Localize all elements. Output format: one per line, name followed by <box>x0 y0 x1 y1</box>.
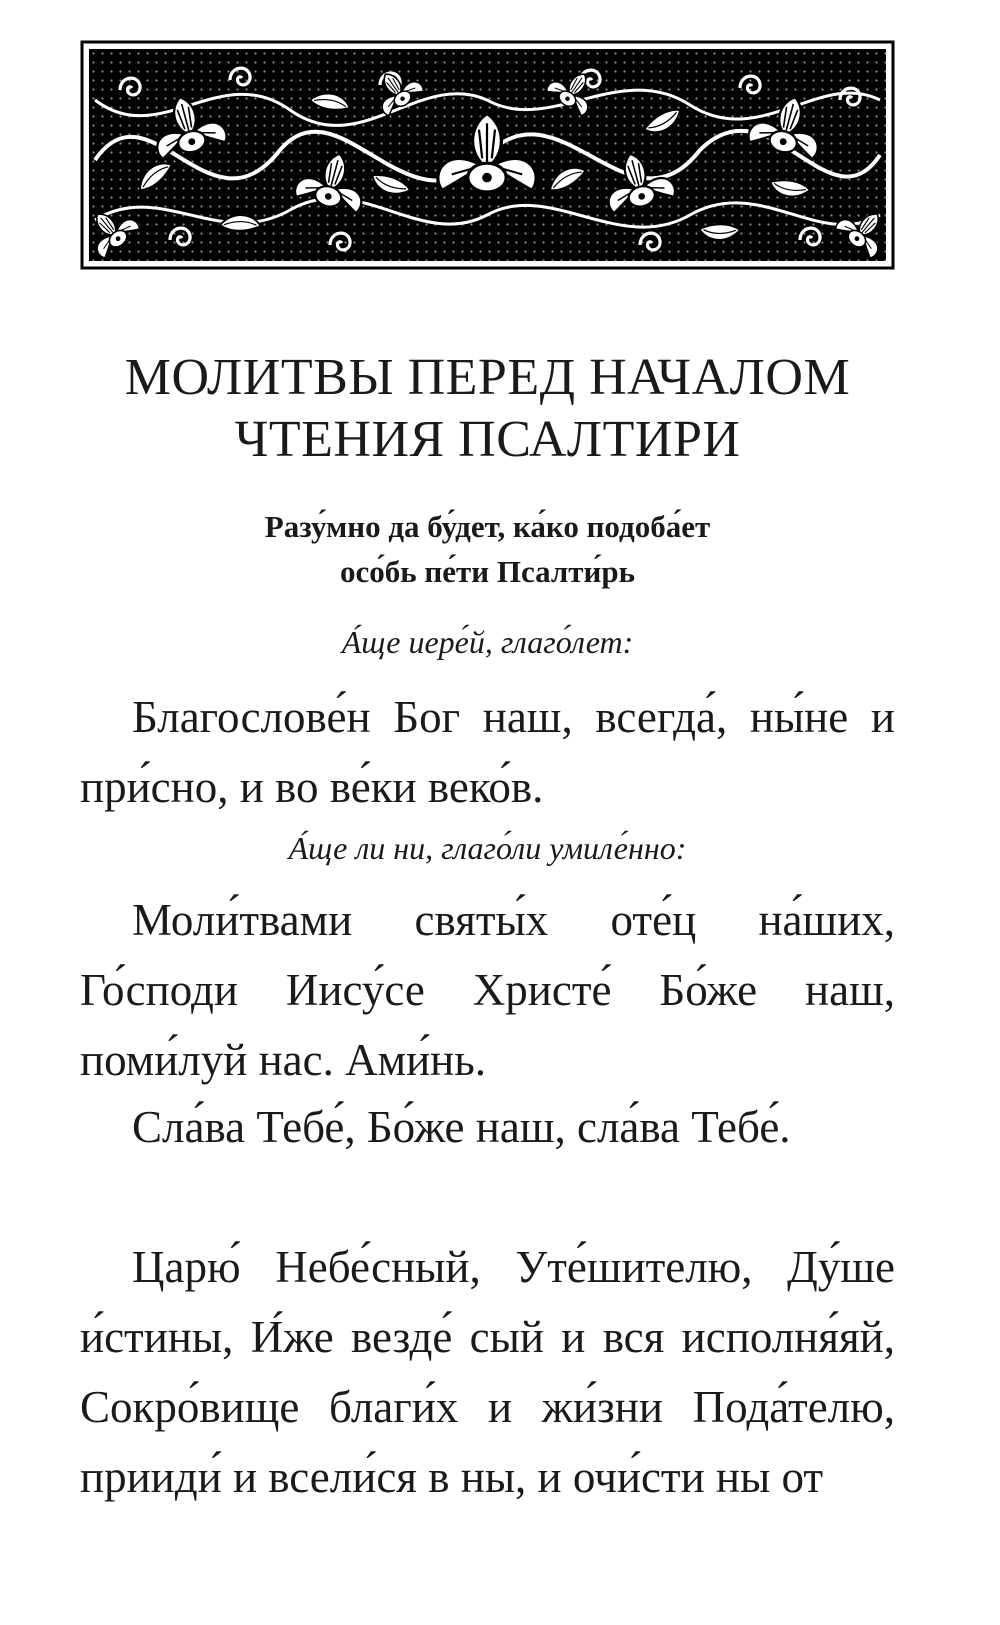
page-title <box>80 347 895 471</box>
rubric-layman: А́ще ли ни, глаго́ли умиле́нно: <box>288 830 687 866</box>
title-line-2: ЧТЕНИЯ ПСАЛТИРИ <box>234 411 741 468</box>
title-line-1: МОЛИТВЫ ПЕРЕД НАЧАЛОМ <box>124 349 851 406</box>
paragraph-blessing: Благослове́н Бог наш, всегда́, ны́не и при́сно, и во ве́ки веко́в. <box>80 692 895 812</box>
subtitle-line-1: Разу́мно да бу́дет, ка́ко подоба́ет <box>264 509 711 544</box>
rubric-priest: А́ще иере́й, глаго́лет: <box>341 624 634 660</box>
paragraph-heavenly-king: Царю́ Небе́сный, Уте́шителю, Ду́ше и́стины, И́же везде́ сый и вся исполня́яй, Сокро́вище благи́х и жи́зни Пода́телю, прииди́ и всели́ся в ны, и очи́сти ны от <box>80 1242 895 1502</box>
paragraph-glory: Сла́ва Тебе́, Бо́же наш, сла́ва Тебе́. <box>132 1102 791 1152</box>
book-page <box>80 40 895 1610</box>
floral-ornament-header <box>80 40 895 270</box>
section-subtitle <box>80 504 895 594</box>
subtitle-line-2: осо́бь пе́ти Псалти́рь <box>340 554 635 589</box>
paragraph-prayers-of-fathers: Моли́твами святы́х оте́ц на́ших, Го́споди Иису́се Христе́ Бо́же наш, поми́луй нас. Ами́нь. <box>80 895 895 1085</box>
